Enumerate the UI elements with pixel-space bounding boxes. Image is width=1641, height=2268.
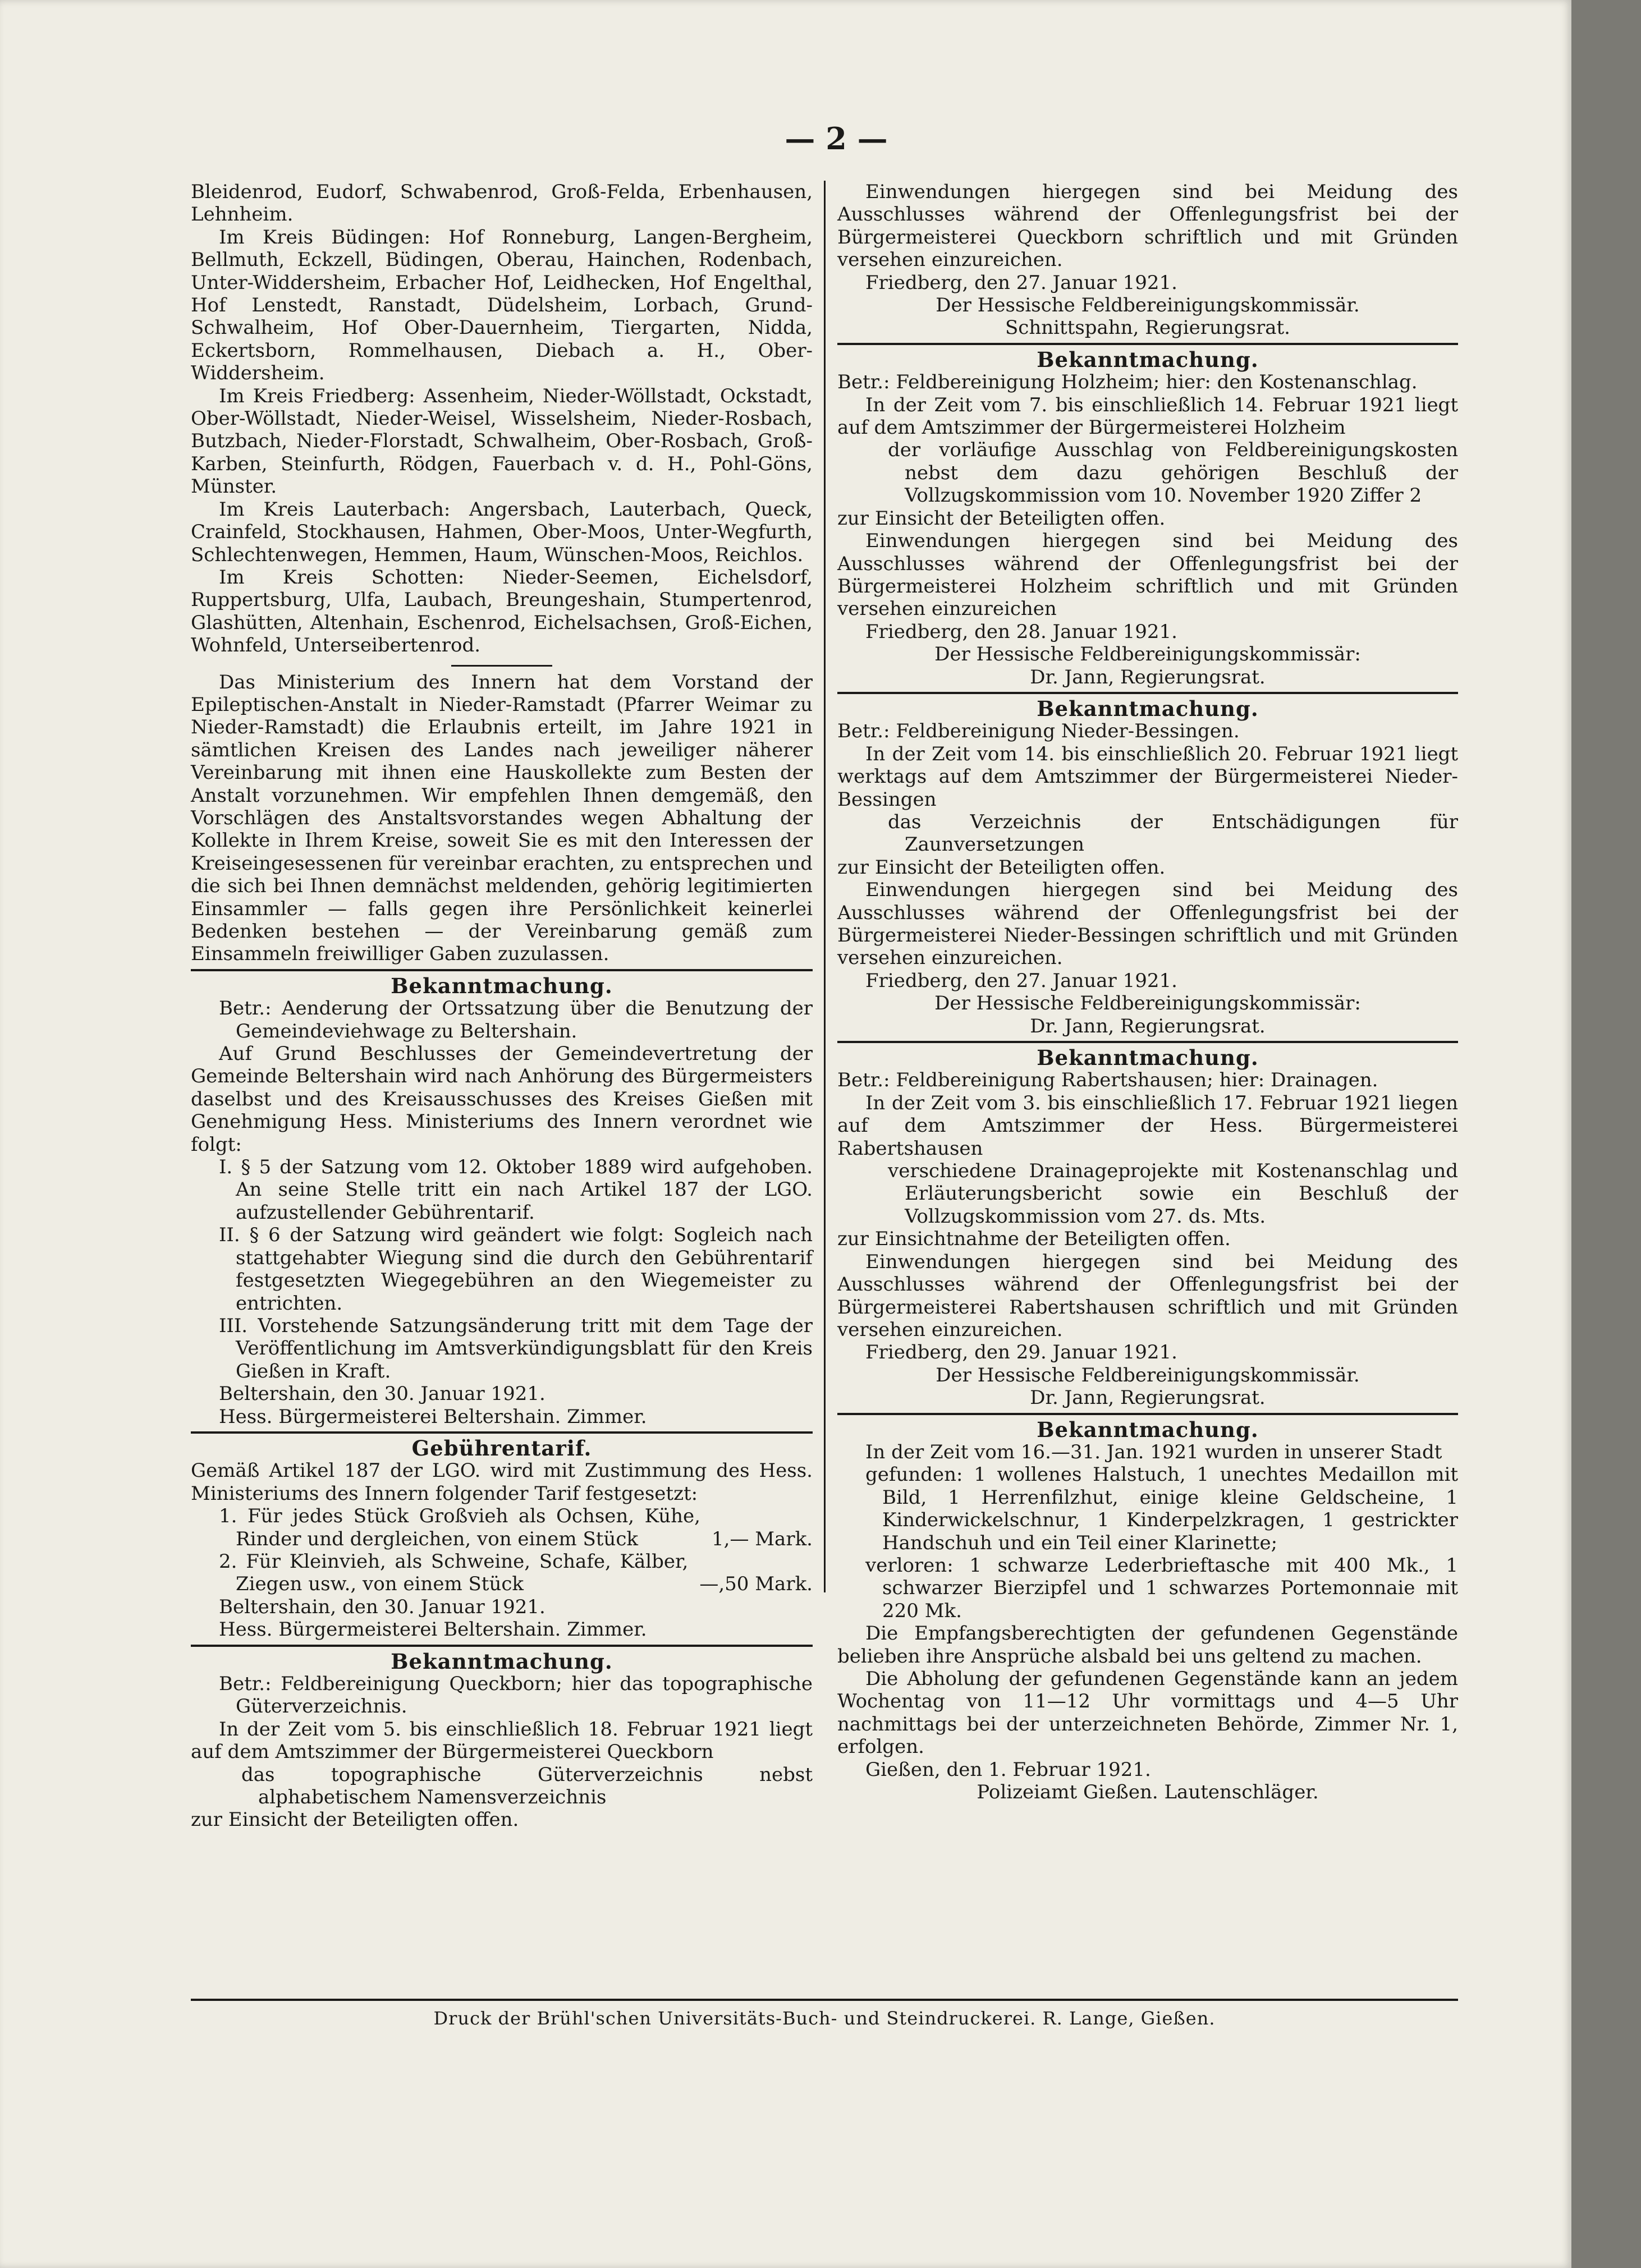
separator [191, 1431, 813, 1434]
notice-body: Einwendungen hiergegen sind bei Meidung des Ausschlusses während der Offenlegungsfrist bei der Bürgermeisterei Nieder-Bessingen schriftlich und mit Gründen versehen einzureichen. [837, 879, 1458, 970]
notice-betr: Betr.: Feldbereinigung Queckborn; hier das topographische Güterverzeichnis. [219, 1673, 813, 1718]
notice-body: zur Einsicht der Beteiligten offen. [837, 507, 1166, 530]
notice-date: Beltershain, den 30. Januar 1921. [219, 1383, 546, 1406]
district-friedberg: Im Kreis Friedberg: Assenheim, Nieder-Wöllstadt, Ockstadt, Ober-Wöllstadt, Nieder-Weisel, Wisselsheim, Nieder-Rosbach, Butzbach, Nieder-Florstadt, Schwalheim, Ober-Rosbach, Groß-Karben, Steinfurth, Rödgen, Fauerbach v. d. H., Pohl-Göns, Münster. [191, 384, 813, 498]
tariff-heading: Gebührentarif. [411, 1435, 592, 1461]
tariff-amount: —,50 Mark. [699, 1573, 813, 1596]
notice-heading: Bekanntmachung. [391, 1649, 613, 1674]
tariff-item: 2. Für Kleinvieh, als Schweine, Schafe, Kälber, Ziegen usw., von einem Stück [219, 1550, 689, 1596]
ministry-notice: Das Ministerium des Innern hat dem Vorstand der Epileptischen-Anstalt in Nieder-Ramstadt (Pfarrer Weimar zu Nieder-Ramstadt) die Erlaubnis erteilt, im Jahre 1921 in sämtlichen Kreisen des Landes nach jeweiliger näherer Vereinbarung mit ihnen eine Hauskollekte zum Besten der Anstalt vorzunehmen. Wir empfehlen Ihnen demgemäß, den Vorschlägen des Anstaltsvorstandes wegen Abhaltung der Kollekte in Ihrem Kreise, soweit Sie es mit den Interessen der Kreiseingesessenen für vereinbar erachten, zu entsprechen und die sich bei Ihnen demnächst meldenden, gehörig legitimierten Einsammler — falls gegen ihre Persönlichkeit keinerlei Bedenken bestehen — der Vereinbarung gemäß zum Einsammeln freiwilliger Gaben zuzulassen. [191, 671, 813, 966]
notice-body: zur Einsichtnahme der Beteiligten offen. [837, 1228, 1231, 1251]
notice-signature: Hess. Bürgermeisterei Beltershain. Zimmer. [219, 1405, 647, 1428]
notice-signature: Der Hessische Feldbereinigungskommissär. [936, 1363, 1360, 1386]
tariff-row [191, 1505, 813, 1550]
notice-betr: Betr.: Feldbereinigung Nieder-Bessingen. [837, 720, 1240, 743]
separator [837, 1041, 1458, 1043]
notice-body: In der Zeit vom 7. bis einschließlich 14. Februar 1921 liegt auf dem Amtszimmer der Bürgermeisterei Holzheim [837, 393, 1458, 439]
tariff-row [191, 1550, 813, 1596]
notice-betr: Betr.: Feldbereinigung Rabertshausen; hier: Drainagen. [837, 1069, 1378, 1092]
notice-heading: Bekanntmachung. [1037, 1417, 1259, 1442]
notice-body: der vorläufige Ausschlag von Feldbereinigungskosten nebst dem dazu gehörigen Beschluß der Vollzugskommission vom 10. November 1920 Ziffer 2 [888, 439, 1458, 507]
notice-body: verschiedene Drainageprojekte mit Kostenanschlag und Erläuterungsbericht sowie ein Beschluß der Vollzugskommission vom 27. ds. Mts. [888, 1160, 1458, 1228]
tariff-item: 1. Für jedes Stück Großvieh als Ochsen, Kühe, Rinder und dergleichen, von einem Stück [219, 1505, 700, 1550]
separator [837, 692, 1458, 694]
notice-signature: Der Hessische Feldbereinigungskommissär. [936, 294, 1360, 317]
notice-signature: Dr. Jann, Regierungsrat. [1030, 665, 1266, 688]
notice-date: Friedberg, den 27. Januar 1921. [865, 271, 1177, 294]
notice-body: das topographische Güterverzeichnis nebst alphabetischem Namensverzeichnis [241, 1763, 813, 1809]
column-divider [824, 181, 826, 1592]
notice-body: zur Einsicht der Beteiligten offen. [837, 856, 1166, 879]
page-number: — 2 — [785, 121, 888, 157]
notice-betr: Betr.: Aenderung der Ortssatzung über die Benutzung der Gemeindeviehwage zu Beltershain. [219, 997, 813, 1043]
notice-signature: Dr. Jann, Regierungsrat. [1030, 1386, 1266, 1410]
notice-heading: Bekanntmachung. [1037, 696, 1259, 721]
district-buedingen: Im Kreis Büdingen: Hof Ronneburg, Langen-Bergheim, Bellmuth, Eckzell, Büdingen, Oberau, Hainchen, Rodenbach, Unter-Widdersheim, Erbacher Hof, Leidhecken, Hof Engelthal, Hof Lenstedt, Ranstadt, Düdelsheim, Lorbach, Grund-Schwalheim, Hof Ober-Dauernheim, Tiergarten, Nidda, Eckertsborn, Rommelhausen, Diebach a. H., Ober-Widdersheim. [191, 226, 813, 385]
notice-heading: Bekanntmachung. [391, 973, 613, 998]
notice-signature: Polizeiamt Gießen. Lautenschläger. [977, 1781, 1319, 1804]
notice-heading: Bekanntmachung. [1037, 1045, 1259, 1071]
notice-body: Einwendungen hiergegen sind bei Meidung des Ausschlusses während der Offenlegungsfrist bei der Bürgermeisterei Queckborn schriftlich und mit Gründen versehen einzureichen. [837, 181, 1458, 272]
notice-signature: Dr. Jann, Regierungsrat. [1030, 1014, 1266, 1037]
right-column [837, 181, 1458, 1803]
lost-items: verloren: 1 schwarze Lederbrieftasche mit 400 Mk., 1 schwarzer Bierzipfel und 1 schwarzes Portemonnaie mit 220 Mk. [865, 1554, 1458, 1622]
notice-body: In der Zeit vom 3. bis einschließlich 17. Februar 1921 liegen auf dem Amtszimmer der Hess. Bürgermeisterei Rabertshausen [837, 1091, 1458, 1160]
notice-item: I. § 5 der Satzung vom 12. Oktober 1889 wird aufgehoben. An seine Stelle tritt ein nach Artikel 187 der LGO. aufzustellender Gebührentarif. [219, 1156, 813, 1224]
notice-intro: Auf Grund Beschlusses der Gemeindevertretung der Gemeinde Beltershain wird nach Anhörung des Bürgermeisters daselbst und des Kreisausschusses des Kreises Gießen mit Genehmigung Hess. Ministeriums des Innern verordnet wie folgt: [191, 1043, 813, 1156]
notice-date: Gießen, den 1. Februar 1921. [865, 1758, 1151, 1781]
notice-signature: Der Hessische Feldbereinigungskommissär: [934, 992, 1361, 1015]
separator [191, 1645, 813, 1647]
notice-date: Friedberg, den 29. Januar 1921. [865, 1341, 1177, 1364]
notice-heading: Bekanntmachung. [1037, 347, 1259, 372]
notice-body: Einwendungen hiergegen sind bei Meidung des Ausschlusses während der Offenlegungsfrist bei der Bürgermeisterei Holzheim schriftlich und mit Gründen versehen einzureichen [837, 530, 1458, 621]
notice-date: Friedberg, den 28. Januar 1921. [865, 620, 1177, 643]
notice-date: Friedberg, den 27. Januar 1921. [865, 969, 1177, 992]
notice-body: In der Zeit vom 16.—31. Jan. 1921 wurden in unserer Stadt [865, 1440, 1442, 1463]
district-lauterbach: Im Kreis Lauterbach: Angersbach, Lauterbach, Queck, Crainfeld, Stockhausen, Hahmen, Ober-Moos, Unter-Wegfurth, Schlechtenwegen, Hemmen, Haum, Wünschen-Moos, Reichlos. [191, 498, 813, 566]
tariff-intro: Gemäß Artikel 187 der LGO. wird mit Zustimmung des Hess. Ministeriums des Innern folgender Tarif festgesetzt: [191, 1459, 813, 1505]
separator [837, 1413, 1458, 1415]
footer-rule [191, 1999, 1458, 2001]
printer-imprint: Druck der Brühl'schen Universitäts-Buch- und Steindruckerei. R. Lange, Gießen. [433, 2008, 1216, 2029]
notice-body: Die Abholung der gefundenen Gegenstände kann an jedem Wochentag von 11—12 Uhr vormittags und 4—5 Uhr nachmittags bei der unterzeichneten Behörde, Zimmer Nr. 1, erfolgen. [837, 1668, 1458, 1759]
notice-signature: Schnittspahn, Regierungsrat. [1005, 316, 1290, 339]
notice-signature: Der Hessische Feldbereinigungskommissär: [934, 643, 1361, 666]
district-list-cont: Bleidenrod, Eudorf, Schwabenrod, Groß-Felda, Erbenhausen, Lehnheim. [191, 181, 813, 226]
notice-betr: Betr.: Feldbereinigung Holzheim; hier: den Kostenanschlag. [837, 371, 1418, 394]
notice-body: das Verzeichnis der Entschädigungen für Zaunversetzungen [888, 810, 1458, 856]
left-column [191, 181, 813, 1831]
separator [451, 665, 552, 667]
notice-body: In der Zeit vom 14. bis einschließlich 20. Februar 1921 liegt werktags auf dem Amtszimmer der Bürgermeisterei Nieder-Bessingen [837, 742, 1458, 811]
tariff-amount: 1,— Mark. [712, 1527, 813, 1550]
separator [837, 343, 1458, 345]
notice-item: II. § 6 der Satzung wird geändert wie folgt: Sogleich nach stattgehabter Wiegung sind die durch den Gebührentarif festgesetzten Wiegegebühren an den Wiegemeister zu entrichten. [219, 1224, 813, 1315]
tariff-signature: Hess. Bürgermeisterei Beltershain. Zimmer. [219, 1618, 647, 1641]
notice-body: Die Empfangsberechtigten der gefundenen Gegenstände belieben ihre Ansprüche alsbald bei uns geltend zu machen. [837, 1622, 1458, 1668]
notice-body: Einwendungen hiergegen sind bei Meidung des Ausschlusses während der Offenlegungsfrist bei der Bürgermeisterei Rabertshausen schriftlich und mit Gründen versehen einzureichen. [837, 1250, 1458, 1341]
notice-item: III. Vorstehende Satzungsänderung tritt mit dem Tage der Veröffentlichung im Amtsverkündigungsblatt für den Kreis Gießen in Kraft. [219, 1314, 813, 1383]
tariff-date: Beltershain, den 30. Januar 1921. [219, 1595, 546, 1618]
notice-body: zur Einsicht der Beteiligten offen. [191, 1808, 519, 1831]
notice-body: In der Zeit vom 5. bis einschließlich 18. Februar 1921 liegt auf dem Amtszimmer der Bürgermeisterei Queckborn [191, 1718, 813, 1764]
separator [191, 969, 813, 971]
district-schotten: Im Kreis Schotten: Nieder-Seemen, Eichelsdorf, Ruppertsburg, Ulfa, Laubach, Breungeshain, Stumpertenrod, Glashütten, Altenhain, Eschenrod, Eichelsachsen, Groß-Eichen, Wohnfeld, Unterseibertenrod. [191, 566, 813, 657]
found-items: gefunden: 1 wollenes Halstuch, 1 unechtes Medaillon mit Bild, 1 Herrenfilzhut, einige kleine Geldscheine, 1 Kinderwickelschnur, 1 Kinderpelzkragen, 1 gestrickter Handschuh und ein Teil einer Klarinette; [865, 1463, 1458, 1554]
